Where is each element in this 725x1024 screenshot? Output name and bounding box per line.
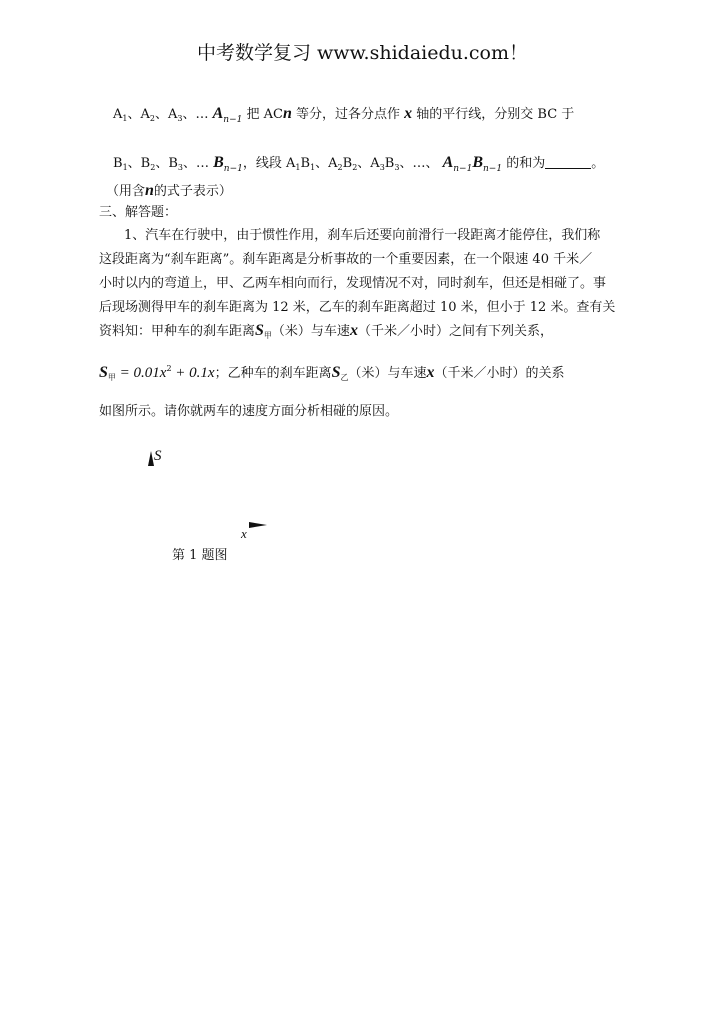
- text: B: [342, 156, 353, 171]
- math-text: = 0.01: [115, 365, 160, 381]
- subscript: 甲: [263, 331, 272, 340]
- math-A: A: [442, 154, 454, 171]
- math-text: + 0.1: [171, 365, 208, 381]
- problem-line-1: [113, 103, 574, 125]
- superscript: 2: [166, 364, 172, 373]
- subscript: 1: [122, 114, 128, 123]
- problem-line-3: [106, 180, 232, 200]
- subscript: 2: [150, 163, 156, 172]
- q1-paragraph-line: 这段距离为“刹车距离”。刹车距离是分析事故的一个重要因素，在一个限速 40 千米／: [99, 252, 593, 267]
- text: 、B: [155, 156, 178, 171]
- math-x: x: [207, 365, 215, 381]
- subscript: 1: [295, 163, 301, 172]
- subscript: 2: [352, 163, 358, 172]
- math-x: x: [426, 364, 435, 381]
- math-subscript: n−1: [453, 164, 473, 174]
- text: 、A: [127, 107, 150, 122]
- subscript: 1: [310, 163, 316, 172]
- text: （米）与车速: [348, 366, 427, 381]
- text: 把 AC: [242, 107, 283, 122]
- math-B: B: [213, 154, 224, 171]
- text: 轴的平行线，分别交 BC 于: [412, 107, 575, 122]
- text: B: [300, 156, 311, 171]
- math-n: n: [282, 105, 292, 122]
- text: A: [113, 107, 123, 122]
- text: B: [113, 156, 123, 171]
- text: ，线段 A: [242, 156, 296, 171]
- text: 、A: [154, 107, 178, 122]
- math-S: S: [255, 322, 264, 339]
- text: （千米／小时）的关系: [434, 366, 565, 381]
- text: 、A: [315, 156, 338, 171]
- text: 、…: [182, 156, 209, 171]
- subscript: 3: [177, 163, 183, 172]
- q1-paragraph-line: 后现场测得甲车的刹车距离为 12 米，乙车的刹车距离超过 10 米，但小于 12 米。查有关: [99, 300, 616, 315]
- text: 、…: [182, 107, 209, 122]
- subscript: 3: [394, 163, 400, 172]
- text: 的和为: [506, 156, 546, 171]
- math-x: x: [349, 322, 358, 339]
- problem-line-2: [113, 152, 604, 174]
- subscript: 2: [149, 114, 155, 123]
- math-S: S: [99, 364, 108, 381]
- subscript: 乙: [340, 373, 349, 382]
- math-subscript: n−1: [223, 164, 243, 174]
- math-x: x: [404, 105, 413, 122]
- subscript: 2: [337, 163, 343, 172]
- page-header: 中考数学复习 www.shidaiedu.com！: [196, 42, 529, 64]
- q1-paragraph-line: 小时以内的弯道上，甲、乙两车相向而行，发现情况不对，同时刹车，但还是相碰了。事: [99, 276, 607, 291]
- figure-caption: 第 1 题图: [172, 548, 228, 563]
- subscript: 甲: [107, 373, 116, 382]
- subscript: 3: [379, 163, 385, 172]
- text: ；乙种车的刹车距离: [214, 366, 332, 381]
- x-axis-arrow-icon: [248, 520, 268, 530]
- subscript: 1: [122, 163, 128, 172]
- math-x: x: [159, 365, 167, 381]
- text: （用含: [106, 184, 146, 199]
- q1-paragraph-line: 1、汽车在行驶中，由于惯性作用，刹车后还要向前滑行一段距离才能停住，我们称: [124, 228, 601, 243]
- answer-blank: [545, 156, 591, 169]
- y-axis-label: S: [154, 448, 162, 464]
- text: 、…、: [399, 156, 439, 171]
- math-n: n: [145, 182, 154, 199]
- text: 、A: [357, 156, 380, 171]
- text: （米）与车速: [271, 324, 350, 339]
- math-subscript: n−1: [483, 164, 503, 174]
- text: 、B: [127, 156, 151, 171]
- text: 等分，过各分点作: [291, 107, 401, 122]
- text: B: [384, 156, 395, 171]
- text: 的式子表示）: [153, 184, 232, 199]
- math-S: S: [331, 364, 341, 381]
- text: 。: [591, 156, 605, 171]
- q1-formula-line: [99, 362, 565, 383]
- text: （千米／小时）之间有下列关系，: [357, 324, 553, 339]
- section-title: 三、解答题：: [99, 205, 178, 220]
- q1-paragraph-line: [99, 320, 553, 341]
- math-B: B: [472, 154, 484, 171]
- x-axis-label: x: [241, 526, 247, 541]
- math-subscript: n−1: [223, 115, 243, 125]
- text: 资料知：甲种车的刹车距离: [99, 324, 256, 339]
- q1-paragraph-line: 如图所示。请你就两车的速度方面分析相碰的原因。: [99, 404, 399, 419]
- subscript: 3: [177, 114, 183, 123]
- math-A: A: [212, 105, 224, 122]
